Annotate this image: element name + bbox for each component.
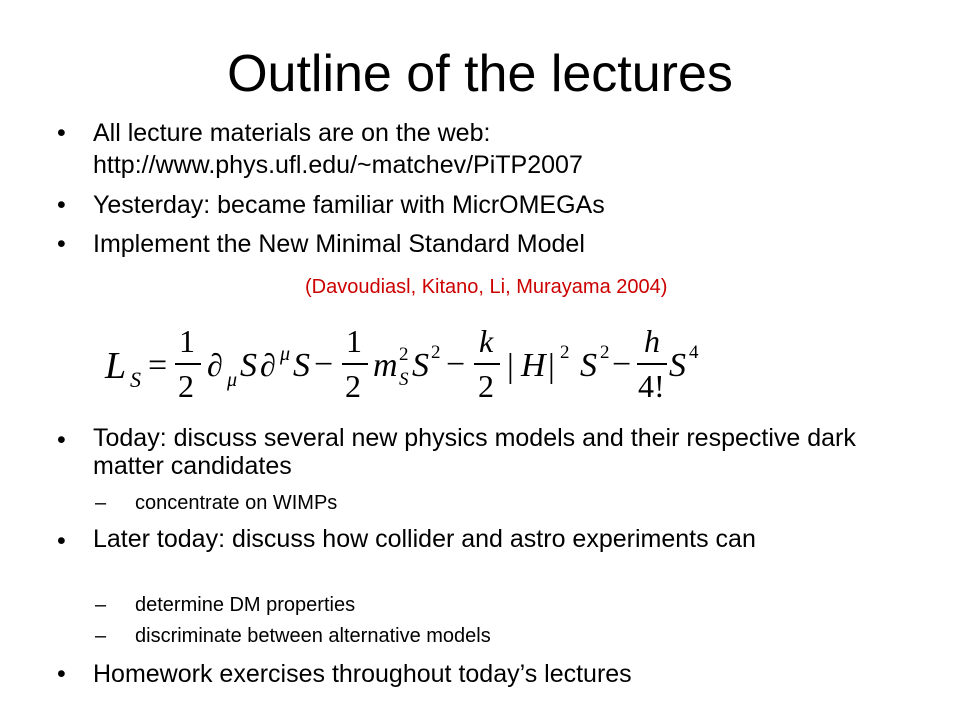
eq-lhs: L <box>105 345 127 387</box>
dash-glyph: – <box>95 492 107 514</box>
eq-minus: − <box>446 346 466 383</box>
eq-partial: ∂ <box>260 347 276 383</box>
eq-k-den: 2 <box>478 368 494 404</box>
eq-equals: = <box>148 347 168 384</box>
eq-half-den: 2 <box>345 368 361 404</box>
eq-exp-2: 2 <box>431 342 441 363</box>
eq-exp-2: 2 <box>560 342 570 363</box>
bullet-text: All lecture materials are on the web: <box>93 119 491 147</box>
eq-h-den: 4! <box>638 368 665 404</box>
bullet-item <box>57 228 917 260</box>
dash-glyph: – <box>95 625 107 647</box>
sub-bullet-text: determine DM properties <box>135 594 356 616</box>
eq-S: S <box>580 347 597 384</box>
eq-half-num: 1 <box>179 323 195 359</box>
bullet-glyph: • <box>57 426 66 454</box>
eq-S: S <box>669 347 686 384</box>
bullet-glyph: • <box>57 660 66 688</box>
sub-bullet-item <box>95 592 795 618</box>
eq-half-num: 1 <box>346 323 362 359</box>
eq-exp-2: 2 <box>600 342 610 363</box>
eq-mu-sup: μ <box>280 343 291 365</box>
bullet-glyph: • <box>57 119 66 147</box>
eq-exp-2: 2 <box>399 344 409 365</box>
lecture-url: http://www.phys.ufl.edu/~matchev/PiTP2007 <box>93 151 583 179</box>
sub-bullet-text: concentrate on WIMPs <box>135 492 338 514</box>
bullet-text: Homework exercises throughout today’s lectures <box>93 660 632 688</box>
bullet-item <box>57 189 917 221</box>
bullet-item <box>57 525 917 585</box>
eq-partial: ∂ <box>207 347 223 383</box>
eq-m: m <box>373 347 398 384</box>
eq-k-num: k <box>479 323 494 359</box>
slide-title: Outline of the lectures <box>227 45 733 103</box>
bullet-glyph: • <box>57 191 66 219</box>
eq-sub-S: S <box>399 369 409 390</box>
bullet-text: Later today: discuss how collider and astro experiments can <box>93 525 756 553</box>
bullet-glyph: • <box>57 230 66 258</box>
eq-half-den: 2 <box>178 368 194 404</box>
bullet-item <box>57 658 917 690</box>
eq-H: H <box>521 347 546 384</box>
eq-abs-left: | <box>507 348 514 385</box>
eq-exp-4: 4 <box>689 342 699 363</box>
bullet-text: Implement the New Minimal Standard Model <box>93 230 585 258</box>
eq-S: S <box>412 347 429 384</box>
bullet-text: Yesterday: became familiar with MicrOMEGAs <box>93 191 605 219</box>
bullet-item <box>57 117 917 149</box>
eq-S: S <box>240 347 257 384</box>
bullet-glyph: • <box>57 527 66 555</box>
lagrangian-equation <box>100 320 700 410</box>
sub-bullet-item <box>95 623 795 649</box>
eq-lhs-sub: S <box>130 367 141 392</box>
sub-bullet-item <box>95 490 795 516</box>
eq-minus: − <box>612 346 632 383</box>
eq-S: S <box>293 347 310 384</box>
eq-mu-sub: μ <box>227 369 238 391</box>
bullet-item <box>57 424 917 484</box>
sub-bullet-text: discriminate between alternative models <box>135 625 491 647</box>
bullet-text: Today: discuss several new physics models and their respective dark matter candidates <box>93 424 856 480</box>
eq-abs-right: | <box>548 348 555 385</box>
eq-minus: − <box>314 346 334 383</box>
citation: (Davoudiasl, Kitano, Li, Murayama 2004) <box>305 276 668 298</box>
eq-h-num: h <box>644 323 660 359</box>
dash-glyph: – <box>95 594 107 616</box>
